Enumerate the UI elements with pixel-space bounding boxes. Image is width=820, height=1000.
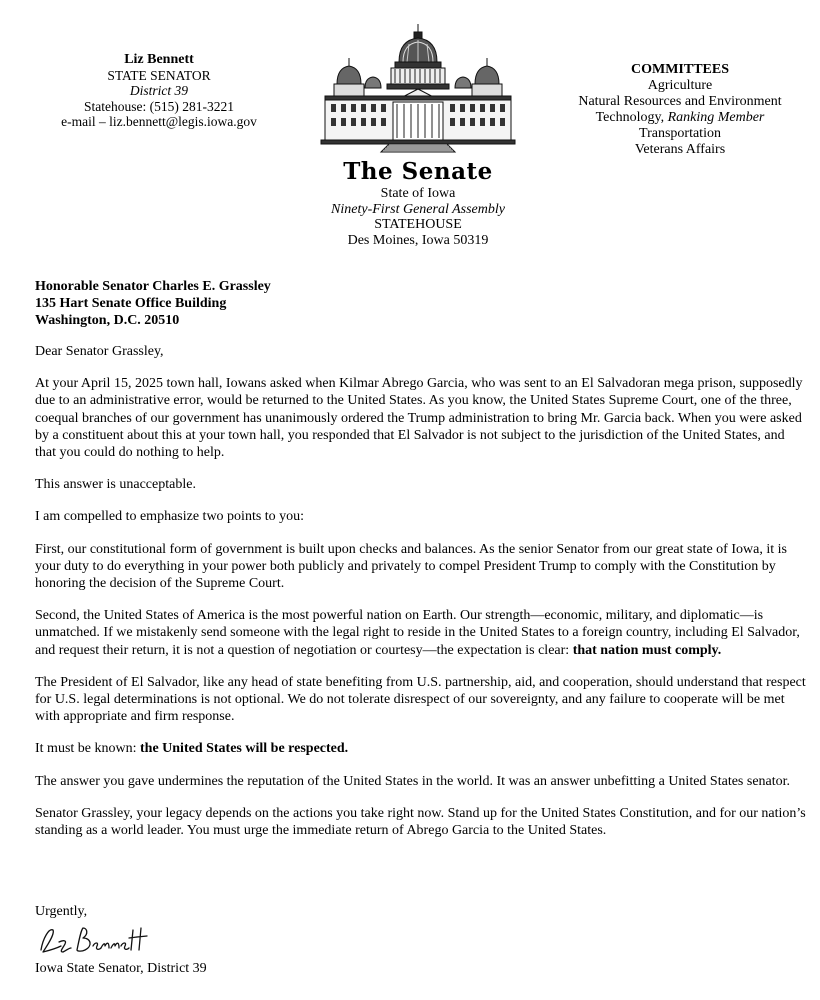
closing: Urgently, <box>35 904 88 919</box>
committees-heading: COMMITTEES <box>630 62 729 77</box>
committee-item: Veterans Affairs <box>634 142 726 157</box>
letter-body <box>35 343 807 854</box>
paragraph: It must be known: the United States will be respected. <box>35 741 349 757</box>
committee-role: Ranking Member <box>667 110 765 125</box>
letterhead-state: State of Iowa <box>380 186 456 201</box>
letterhead-city: Des Moines, Iowa 50319 <box>347 232 489 248</box>
signoff-block <box>35 903 435 977</box>
recipient-line: Honorable Senator Charles E. Grassley <box>35 279 271 294</box>
committees-block <box>555 62 805 158</box>
emphasis: that nation must comply. <box>572 642 722 658</box>
sender-phone: Statehouse: (515) 281-3221 <box>84 98 234 114</box>
letterhead-block <box>300 158 536 248</box>
letterhead-assembly: Ninety-First General Assembly <box>331 201 505 217</box>
committee-item: Agriculture <box>647 78 713 93</box>
senate-title: The Senate <box>343 158 493 185</box>
sender-title: STATE SENATOR <box>107 67 211 83</box>
recipient-line: 135 Hart Senate Office Building <box>35 296 227 311</box>
paragraph: Second, the United States of America is the most powerful nation on Earth. Our strength—economic, military, and diplomatic—is unmatched. If we mistakenly send someone with the legal right to reside in the United States to a foreign country, including El Salvador, and request their return, it is not a question of negotiation or courtesy—the expectation is clear: that nation must comply. <box>35 608 800 658</box>
sender-block <box>34 52 284 130</box>
sender-district: District 39 <box>129 83 189 98</box>
paragraph: The President of El Salvador, like any head of state benefiting from U.S. partnership, aid, and cooperation, should understand that respect for U.S. legal determinations is not optional. We do not tolerate disrespect of our sovereignty, and any failure to cooperate will be met with appropriate and firm response. <box>35 674 806 725</box>
paragraph: Senator Grassley, your legacy depends on the actions you take right now. Stand up for the United States Constitution, and for our nation’s standing as a world leader. You must urge the immediate return of Abrego Garcia to the United States. <box>35 805 806 839</box>
paragraph: This answer is unacceptable. <box>35 477 196 493</box>
letterhead-building: STATEHOUSE <box>374 217 462 233</box>
sender-email: e-mail – liz.bennett@legis.iowa.gov <box>61 114 257 129</box>
paragraph: I am compelled to emphasize two points to you: <box>35 509 305 525</box>
recipient-line: Washington, D.C. 20510 <box>35 313 180 328</box>
salutation: Dear Senator Grassley, <box>35 344 164 359</box>
handwritten-signature <box>37 920 157 960</box>
signoff-title: Iowa State Senator, District 39 <box>35 961 207 977</box>
capitol-building-emblem <box>319 22 517 154</box>
committee-item: Technology, Ranking Member <box>595 110 765 125</box>
recipient-address <box>35 278 535 329</box>
paragraph: First, our constitutional form of government is built upon checks and balances. As the senior Senator from our great state of Iowa, it is your duty to do everything in your power both publicly and privately to compel President Trump to comply with the Constitution by honoring the decision of the Supreme Court. <box>35 541 787 592</box>
paragraph: At your April 15, 2025 town hall, Iowans asked when Kilmar Abrego Garcia, who was sent to an El Salvadoran mega prison, supposedly due to an administrative error, would be returned to the United States. As you know, the United States Supreme Court, one of the three, coequal branches of our government has unanimously ordered the Trump administration to bring Mr. Garcia back. When you were asked by a constituent about this at your town hall, you responded that El Salvador is not subject to the jurisdiction of the United States, and that you could do nothing to help. <box>35 376 803 461</box>
committee-item: Natural Resources and Environment <box>578 94 782 109</box>
emphasis: the United States will be respected. <box>140 741 349 757</box>
paragraph: The answer you gave undermines the reputation of the United States in the world. It was an answer unbefitting a United States senator. <box>35 773 791 789</box>
committee-item: Transportation <box>639 126 721 141</box>
sender-name: Liz Bennett <box>124 52 194 67</box>
